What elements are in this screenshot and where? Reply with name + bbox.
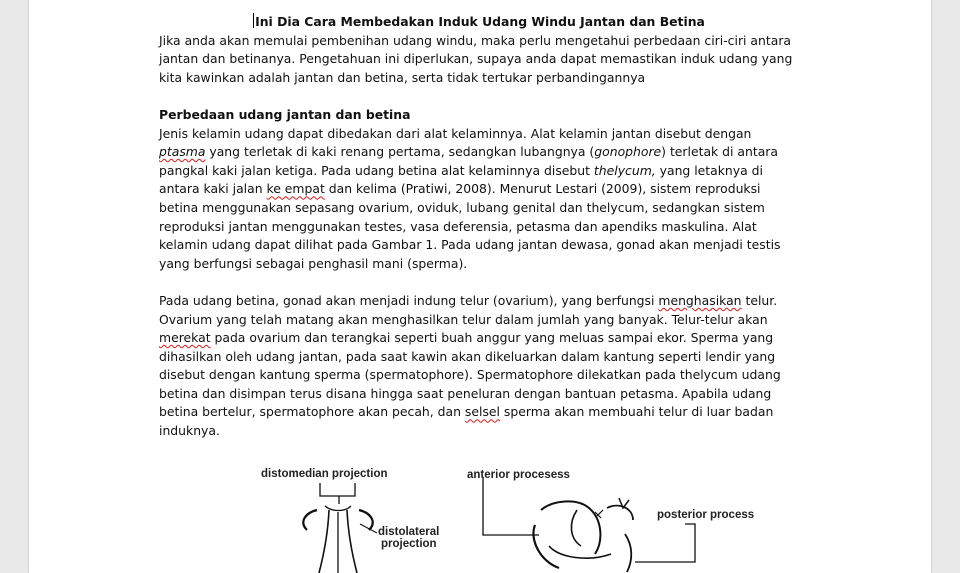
spellcheck-word[interactable]: ptasma xyxy=(159,144,206,160)
spellcheck-word[interactable]: menghasikan xyxy=(658,292,742,308)
italic-term: gonophore xyxy=(594,144,662,160)
document-title: Ini Dia Cara Membedakan Induk Udang Windu Jantan dan Betina xyxy=(255,14,705,29)
document-page[interactable] xyxy=(29,0,931,573)
section-heading: Perbedaan udang jantan dan betina xyxy=(159,106,411,122)
intro-paragraph: Jika anda akan memulai pembenihan udang windu, maka perlu mengetahui perbedaan ciri-ciri antara jantan dan betinanya. Pengetahuan ini diperlukan, supaya anda dapat memastikan induk udang yang kita kawinkan adalah jantan dan betina, serta tidak tertukar perbandingannya xyxy=(159,32,793,85)
label-distomedian: distomedian projection xyxy=(261,468,388,480)
spellcheck-word[interactable]: ke empat xyxy=(266,181,325,197)
label-distolateral: distolateral xyxy=(378,526,440,538)
spellcheck-word[interactable]: merekat xyxy=(159,330,211,346)
spellcheck-word[interactable]: selsel xyxy=(464,404,500,420)
label-projection: projection xyxy=(381,538,437,550)
italic-term: thelycum, xyxy=(593,162,656,178)
label-posterior: posterior process xyxy=(657,509,755,521)
paragraph-female-gonad: Pada udang betina, gonad akan menjadi indung telur (ovarium), yang berfungsi menghasikan telur. Ovarium yang telah matang akan menghasilkan telur dalam jumlah yang banyak. Telur-telur akan merekat pada ovarium dan terangkai seperti buah anggur yang meluas sampai ekor. Sperma yang dihasilkan oleh udang jantan, pada saat kawin akan dikeluarkan dalam kantung seperti lendir yang disebut dengan kantung sperma (spermatophore). Spermatophore dilekatkan pada thelycum udang betina dan disimpan terus disana hingga saat peneluran dengan bantuan petasma. Apabila udang betina bertelur, spermatophore akan pecah, dan selsel sperma akan membuahi telur di luar badan induknya. xyxy=(159,292,781,439)
document-body[interactable] xyxy=(159,13,799,441)
paragraph-male-female: Jenis kelamin udang dapat dibedakan dari alat kelaminnya. Alat kelamin jantan disebut dengan ptasma yang terletak di kaki renang pertama, sedangkan lubangnya (gonophore) terletak di antara pangkal kaki jalan ketiga. Pada udang betina alat kelaminnya disebut thelycum, yang letaknya di antara kaki jalan ke empat dan kelima (Pratiwi, 2008). Menurut Lestari (2009), sistem reproduksi betina menggunakan sepasang ovarium, oviduk, lubang genital dan thelycum, sedangkan sistem reproduksi jantan menggunakan testes, vasa deferensia, petasma dan apendiks maskulina. Alat kelamin udang dapat dilihat pada Gambar 1. Pada udang jantan dewasa, gonad akan menjadi testis yang berfungsi sebagai penghasil mani (sperma). xyxy=(159,125,781,271)
label-anterior: anterior procesess xyxy=(467,469,570,481)
paragraph-spacer xyxy=(159,273,799,292)
paragraph-spacer xyxy=(159,87,799,106)
figure-shrimp-genitals xyxy=(29,450,931,573)
text-cursor xyxy=(253,13,254,28)
